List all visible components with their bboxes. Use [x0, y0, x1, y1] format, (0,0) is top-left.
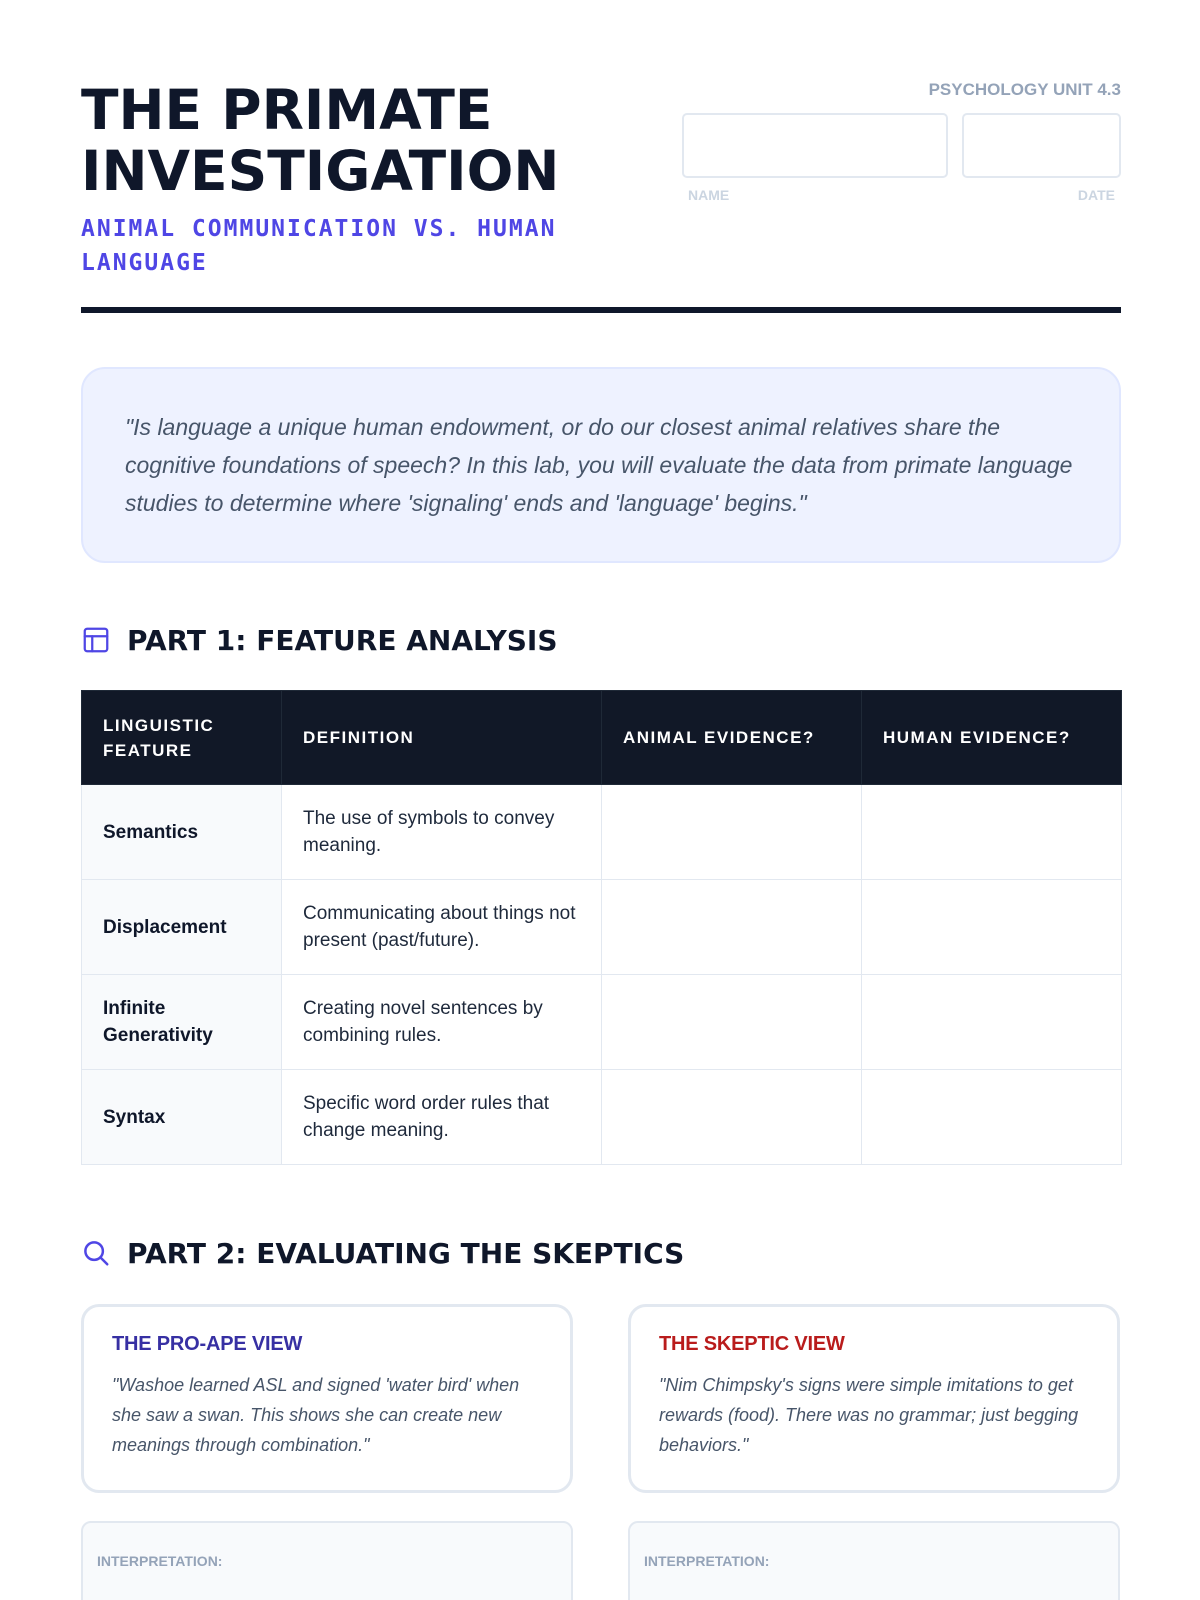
animal-evidence-cell[interactable] — [602, 880, 862, 975]
animal-evidence-cell[interactable] — [602, 975, 862, 1070]
worksheet — [81, 0, 1121, 1600]
pro-ape-view-card — [81, 1304, 573, 1493]
table-row — [82, 975, 1122, 1070]
feature-cell: Infinite Generativity — [82, 975, 282, 1070]
table-row — [82, 785, 1122, 880]
human-evidence-cell[interactable] — [862, 785, 1122, 880]
page-title: THE PRIMATE INVESTIGATION — [81, 78, 560, 203]
human-evidence-cell[interactable] — [862, 1070, 1122, 1165]
column-header: ANIMAL EVIDENCE? — [602, 691, 862, 785]
page-subtitle: ANIMAL COMMUNICATION VS. HUMAN LANGUAGE — [81, 216, 557, 276]
human-evidence-cell[interactable] — [862, 975, 1122, 1070]
name-field[interactable] — [682, 113, 948, 178]
feature-cell: Semantics — [82, 785, 282, 880]
part1-title: PART 1: FEATURE ANALYSIS — [127, 623, 558, 657]
date-field[interactable] — [962, 113, 1121, 178]
definition-cell: The use of symbols to convey meaning. — [282, 785, 602, 880]
search-icon — [81, 1238, 111, 1268]
interpretation-label: INTERPRETATION: — [644, 1553, 770, 1569]
name-label: NAME — [688, 187, 730, 203]
column-header: DEFINITION — [282, 691, 602, 785]
column-header: LINGUISTIC FEATURE — [82, 691, 282, 785]
header-divider — [81, 307, 1121, 313]
definition-cell: Creating novel sentences by combining rules. — [282, 975, 602, 1070]
pro-ape-view-quote: "Washoe learned ASL and signed 'water bird' when she saw a swan. This shows she can create new meanings through combination." — [112, 1375, 520, 1455]
feature-analysis-table — [81, 690, 1122, 1165]
part2-title: PART 2: EVALUATING THE SKEPTICS — [127, 1236, 685, 1270]
intro-quote: "Is language a unique human endowment, or do our closest animal relatives share the cognitive foundations of speech? In this lab, you will evaluate the data from primate language studies to determine where 'signaling' ends and 'language' begins." — [125, 414, 1073, 516]
part2-heading — [81, 1233, 684, 1273]
definition-cell: Communicating about things not present (past/future). — [282, 880, 602, 975]
table-icon — [81, 625, 111, 655]
part1-heading — [81, 620, 558, 660]
feature-cell: Displacement — [82, 880, 282, 975]
pro-interpretation-field[interactable] — [81, 1521, 573, 1600]
animal-evidence-cell[interactable] — [602, 785, 862, 880]
header — [81, 80, 1121, 312]
skeptic-interpretation-field[interactable] — [628, 1521, 1120, 1600]
skeptic-view-title: THE SKEPTIC VIEW — [659, 1333, 845, 1355]
intro-quote-box — [81, 367, 1121, 563]
skeptic-view-card — [628, 1304, 1120, 1493]
definition-cell: Specific word order rules that change meaning. — [282, 1070, 602, 1165]
animal-evidence-cell[interactable] — [602, 1070, 862, 1165]
table-row — [82, 1070, 1122, 1165]
date-label: DATE — [1077, 187, 1115, 203]
human-evidence-cell[interactable] — [862, 880, 1122, 975]
unit-tag: PSYCHOLOGY UNIT 4.3 — [928, 80, 1121, 99]
feature-cell: Syntax — [82, 1070, 282, 1165]
interpretation-label: INTERPRETATION: — [97, 1553, 223, 1569]
pro-ape-view-title: THE PRO-APE VIEW — [112, 1333, 303, 1355]
table-row — [82, 880, 1122, 975]
table-header-row — [82, 691, 1122, 785]
skeptic-view-quote: "Nim Chimpsky's signs were simple imitations to get rewards (food). There was no grammar; just begging behaviors." — [659, 1375, 1079, 1455]
column-header: HUMAN EVIDENCE? — [862, 691, 1122, 785]
